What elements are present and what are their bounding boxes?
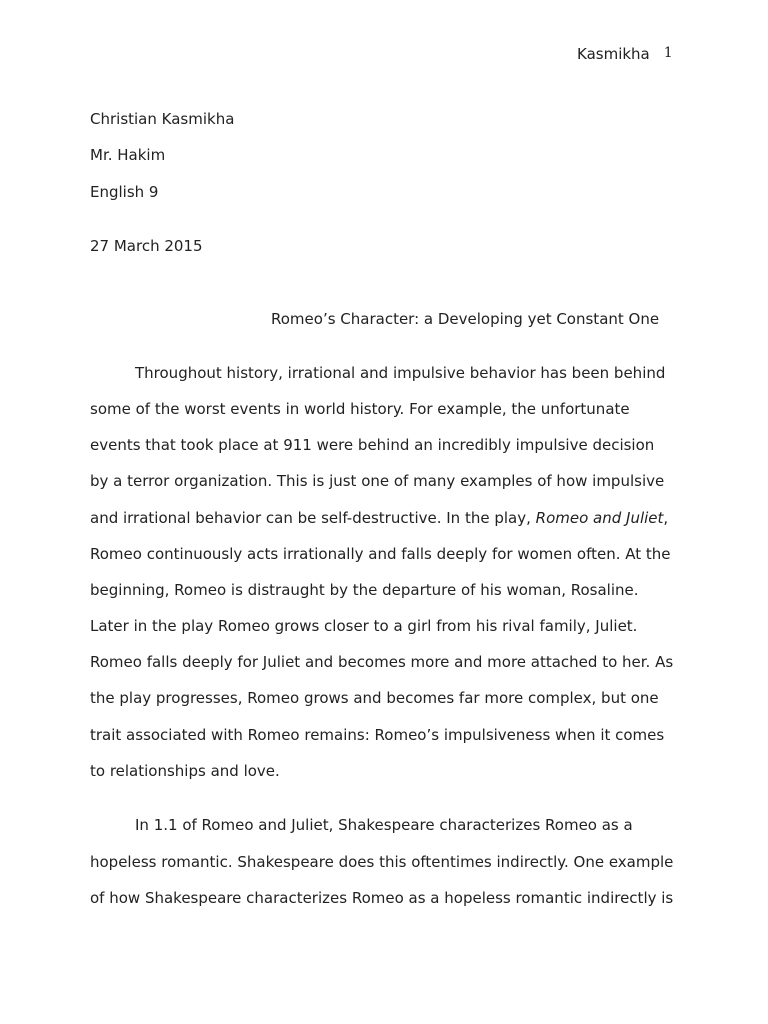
paragraph-line: hopeless romantic. Shakespeare does this oftentimes indirectly. One example bbox=[90, 853, 674, 871]
paragraph-line: of how Shakespeare characterizes Romeo as a hopeless romantic indirectly is bbox=[90, 889, 674, 907]
course-name: English 9 bbox=[90, 183, 159, 201]
paragraph-line: events that took place at 911 were behind an incredibly impulsive decision bbox=[90, 436, 655, 454]
paragraph-line: Throughout history, irrational and impulsive behavior has been behind bbox=[135, 364, 666, 382]
paragraph-line: In 1.1 of Romeo and Juliet, Shakespeare characterizes Romeo as a bbox=[135, 816, 633, 834]
paragraph-line: Romeo continuously acts irrationally and falls deeply for women often. At the bbox=[90, 545, 671, 563]
page-number: 1 bbox=[663, 45, 673, 61]
running-header bbox=[577, 45, 673, 63]
play-title-italic: Romeo and Juliet bbox=[535, 509, 664, 527]
teacher-name: Mr. Hakim bbox=[90, 146, 166, 164]
line-text: , bbox=[663, 509, 669, 527]
line-text: and irrational behavior can be self-destructive. In the play, bbox=[90, 509, 536, 527]
paragraph-line: beginning, Romeo is distraught by the departure of his woman, Rosaline. bbox=[90, 581, 639, 599]
paragraph-line: to relationships and love. bbox=[90, 762, 280, 780]
header-surname: Kasmikha bbox=[577, 45, 650, 63]
student-name: Christian Kasmikha bbox=[90, 110, 235, 128]
paragraph-line: trait associated with Romeo remains: Romeo’s impulsiveness when it comes bbox=[90, 726, 665, 744]
essay-title: Romeo’s Character: a Developing yet Constant One bbox=[271, 310, 660, 328]
paragraph-line: the play progresses, Romeo grows and becomes far more complex, but one bbox=[90, 689, 659, 707]
essay-date: 27 March 2015 bbox=[90, 237, 203, 255]
paragraph-line: Romeo falls deeply for Juliet and becomes more and more attached to her. As bbox=[90, 653, 674, 671]
paragraph-line bbox=[90, 509, 668, 527]
paragraph-line: Later in the play Romeo grows closer to a girl from his rival family, Juliet. bbox=[90, 617, 638, 635]
paragraph-line: by a terror organization. This is just one of many examples of how impulsive bbox=[90, 472, 665, 490]
paragraph-line: some of the worst events in world history. For example, the unfortunate bbox=[90, 400, 630, 418]
